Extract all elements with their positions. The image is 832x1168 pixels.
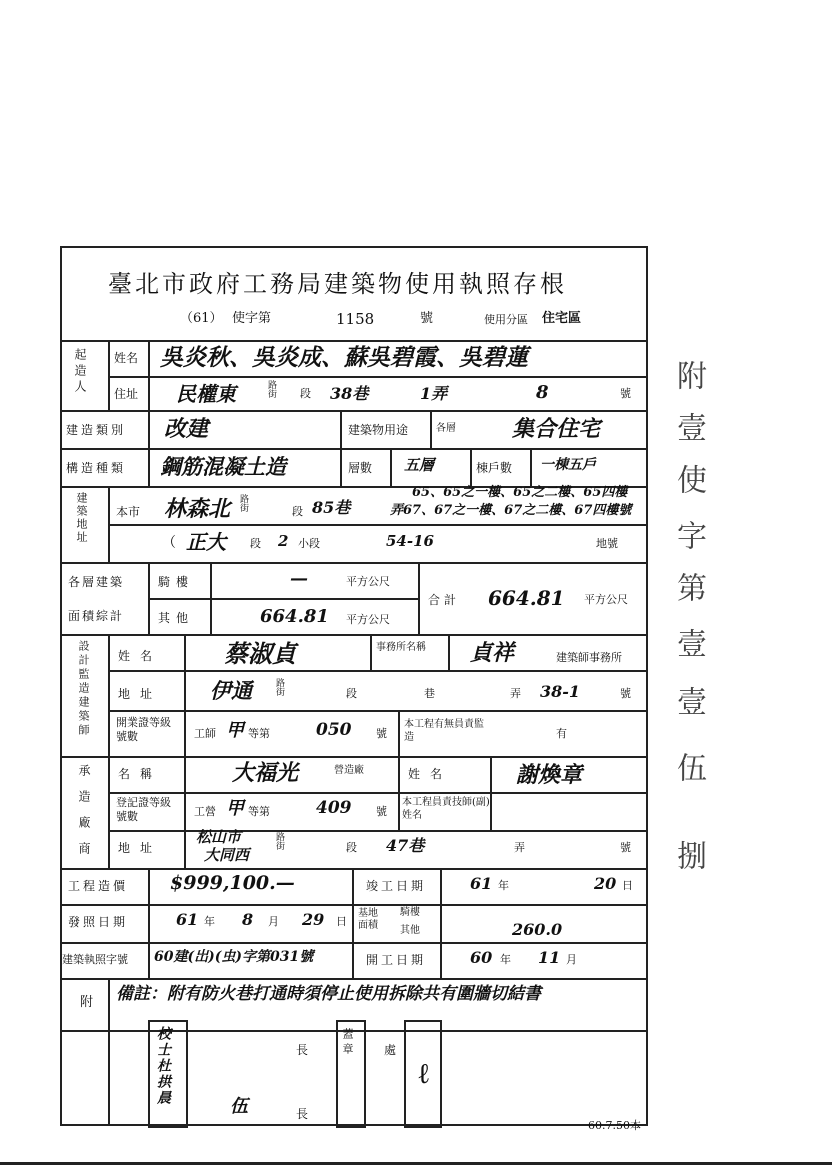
- area-label2: 面積綜計: [68, 609, 125, 623]
- applicant-name-label: 姓名: [114, 351, 139, 365]
- permit-row-value: 60建(岀)(虫)字第031號: [154, 949, 314, 965]
- rule-line: [108, 376, 648, 378]
- designer-name-label: 姓名: [118, 649, 163, 663]
- scan-edge: [0, 1162, 832, 1165]
- start-month-unit: 月: [566, 953, 577, 966]
- permit-prefix: （61）: [180, 311, 223, 326]
- seal-stamp-5-text: 蓋章: [341, 1028, 354, 1058]
- applicant-road-label: 路街: [268, 381, 278, 400]
- seal-label-3: 長: [296, 1043, 309, 1057]
- issue-day-unit: 日: [336, 915, 347, 928]
- designer-section-label: 設計監造建築師: [77, 640, 90, 738]
- floors-value: 五層: [404, 456, 435, 474]
- contractor-person-value: 謝煥章: [516, 762, 583, 788]
- kind-label: 建造類別: [66, 423, 127, 437]
- complete-day-unit: 日: [622, 879, 633, 892]
- rule-line: [108, 830, 648, 832]
- designer-license-grade: 甲: [226, 720, 244, 741]
- kind-value: 改建: [164, 416, 209, 442]
- margin-char: 壹: [671, 686, 706, 716]
- issue-month: 8: [242, 910, 254, 929]
- issue-other-label: 其他: [400, 925, 420, 936]
- area-unit-2: 平方公尺: [346, 613, 390, 626]
- permit-label: 使字第: [232, 311, 272, 326]
- designer-license-no: 050: [316, 720, 352, 740]
- contractor-name-label: 名稱: [118, 767, 163, 781]
- site-section-label: 建築地址: [75, 492, 88, 544]
- applicant-name-value: 吳炎秋、吳炎成、蘇吳碧霞、吳碧蓮: [160, 344, 528, 371]
- use-small: 各層: [436, 423, 456, 434]
- contractor-tech-label: 本工程員責技師(副)姓名: [402, 797, 490, 821]
- margin-char: 第: [671, 572, 706, 602]
- rule-line: [108, 978, 110, 1126]
- designer-office-value: 貞祥: [470, 640, 515, 666]
- issue-year-unit: 年: [204, 915, 215, 928]
- site-no-line2: 弄67、67之一樓、67之二樓、67四樓號: [390, 503, 632, 518]
- complete-year: 61: [470, 874, 493, 893]
- designer-supervise-value: 有: [556, 727, 567, 740]
- rule-line: [370, 634, 372, 670]
- applicant-section-label: 起造人: [73, 348, 87, 396]
- start-year-unit: 年: [500, 953, 511, 966]
- complete-label: 竣工日期: [366, 879, 427, 893]
- contractor-road-label: 路街: [276, 833, 286, 852]
- rule-line: [448, 634, 450, 670]
- designer-road-label: 路街: [276, 679, 286, 698]
- designer-license-label: 開業證等級號數: [116, 716, 171, 743]
- area-other-label: 其他: [158, 611, 195, 625]
- margin-char: 使: [671, 464, 706, 494]
- margin-char: 附: [671, 360, 706, 390]
- contractor-no-label: 號: [620, 841, 631, 854]
- applicant-no-label: 號: [620, 387, 631, 400]
- designer-duan-label: 段: [346, 687, 357, 700]
- permit-suffix: 號: [420, 311, 434, 326]
- rule-line: [108, 524, 648, 526]
- site-road-unit: 路街: [240, 495, 250, 514]
- designer-supervise-label: 本工程有無員責監造: [404, 719, 484, 743]
- designer-license-mid: 等第: [248, 727, 270, 740]
- contractor-address-value2: 大同西: [204, 846, 250, 864]
- rule-line: [108, 634, 110, 868]
- signature-mark: ℓ: [415, 1056, 433, 1091]
- area-label1: 各層建築: [68, 575, 125, 589]
- rule-line: [398, 756, 400, 830]
- rule-line: [60, 634, 648, 636]
- site-lane-value: 85巷: [312, 498, 351, 517]
- designer-no-value: 38-1: [540, 682, 581, 701]
- seal-label-4: 長: [296, 1107, 309, 1121]
- area-total-label: 合計: [428, 593, 461, 607]
- applicant-address-value: 民權東: [176, 382, 236, 406]
- use-label: 建築物用途: [348, 423, 409, 437]
- designer-address-label: 地址: [118, 687, 163, 701]
- issue-label: 發照日期: [68, 915, 129, 929]
- contractor-reg-grade: 甲: [226, 798, 244, 819]
- site-subsection-label: 小段: [298, 537, 320, 550]
- cost-value: $999,100.—: [170, 872, 295, 894]
- buildings-value: 一棟五戶: [540, 457, 596, 473]
- rule-line: [148, 562, 150, 634]
- contractor-duan-label: 段: [346, 841, 357, 854]
- site-no-line1: 65、65之一樓、65之二樓、65四樓: [412, 485, 628, 500]
- issue-day: 29: [302, 910, 325, 929]
- rule-line: [418, 562, 420, 634]
- contractor-section-label: 承造廠商: [77, 764, 91, 868]
- site-lot-value: 54-16: [386, 532, 434, 550]
- area-total-unit: 平方公尺: [584, 593, 628, 606]
- contractor-alley-label: 弄: [514, 841, 525, 854]
- start-year: 60: [470, 948, 493, 967]
- contractor-reg-prefix: 工營: [194, 805, 216, 818]
- use-value: 集合住宅: [512, 416, 601, 442]
- struct-label: 構造種類: [66, 461, 127, 475]
- site-subsection-value: 2: [278, 532, 289, 550]
- applicant-duan-label: 段: [300, 387, 311, 400]
- footer-code: 60.7.50本: [588, 1119, 641, 1132]
- zone-label: 使用分區: [484, 313, 528, 326]
- adjacent-page-margin: [656, 360, 832, 1040]
- rule-line: [390, 448, 392, 486]
- contractor-address-label: 地址: [118, 841, 163, 855]
- contractor-reg-suffix: 號: [376, 805, 387, 818]
- rule-line: [470, 448, 472, 486]
- contractor-person-label: 姓名: [408, 767, 453, 781]
- rule-line: [184, 634, 186, 868]
- seal-stamp-2-text: 伍: [230, 1096, 248, 1117]
- margin-char: 壹: [671, 412, 706, 442]
- rule-line: [148, 340, 150, 410]
- rule-line: [148, 868, 150, 978]
- rule-line: [352, 868, 354, 978]
- rule-line: [210, 562, 212, 634]
- contractor-lane-value: 47巷: [386, 836, 425, 855]
- struct-value: 鋼筋混凝土造: [160, 454, 286, 479]
- margin-char: 壹: [671, 628, 706, 658]
- area-other-value: 664.81: [260, 606, 329, 627]
- seal-label-6: 處: [384, 1043, 397, 1057]
- floors-label: 層數: [348, 461, 373, 475]
- issue-year: 61: [176, 910, 199, 929]
- contractor-reg-mid: 等第: [248, 805, 270, 818]
- rule-line: [60, 978, 648, 980]
- applicant-alley: 1弄: [420, 384, 448, 403]
- rule-line: [108, 670, 648, 672]
- site-duan2-label: 段: [250, 537, 261, 550]
- note-text: 備註：附有防火巷打通時須停止使用拆除共有圍牆切結書: [116, 984, 541, 1004]
- rule-line: [60, 756, 648, 758]
- designer-license-prefix: 工師: [194, 727, 216, 740]
- rule-line: [108, 486, 110, 562]
- applicant-lane: 38巷: [330, 384, 369, 403]
- designer-alley-label: 弄: [510, 687, 521, 700]
- rule-line: [340, 410, 342, 486]
- rule-line: [430, 410, 432, 448]
- designer-license-suffix: 號: [376, 727, 387, 740]
- permit-number: 1158: [336, 310, 375, 328]
- designer-office-suffix: 建築師事務所: [556, 651, 622, 664]
- site-road-value: 林森北: [164, 496, 231, 522]
- rule-line: [108, 710, 648, 712]
- margin-char: 捌: [671, 840, 706, 870]
- rule-line: [398, 710, 400, 756]
- contractor-name-value: 大福光: [232, 760, 299, 786]
- seal-stamp-1-text: 校士杜拱晨: [155, 1026, 171, 1106]
- applicant-address-label: 住址: [114, 387, 139, 401]
- page-title: 臺北市政府工務局建築物使用執照存根: [108, 270, 567, 298]
- complete-day: 20: [594, 874, 617, 893]
- issue-month-unit: 月: [268, 915, 279, 928]
- seal-stamp-1: [148, 1020, 188, 1128]
- note-label: 附: [80, 995, 94, 1010]
- site-lot-label: 地號: [596, 537, 618, 550]
- applicant-no: 8: [536, 382, 549, 403]
- designer-lane-label: 巷: [424, 687, 435, 700]
- area-arcade-label: 騎樓: [158, 575, 195, 589]
- rule-line: [108, 792, 648, 794]
- contractor-reg-label: 登記證等級號數: [116, 796, 171, 823]
- issue-arcade-label: 騎樓: [400, 907, 420, 918]
- contractor-name-suffix: 營造廠: [334, 765, 364, 776]
- designer-name-value: 蔡淑貞: [224, 639, 296, 668]
- area-arcade-value: —: [290, 568, 308, 589]
- complete-year-unit: 年: [498, 879, 509, 892]
- permit-row-label: 建築執照字號: [62, 953, 128, 966]
- designer-address-value: 伊通: [210, 678, 252, 703]
- contractor-reg-no: 409: [316, 798, 352, 818]
- start-label: 開工日期: [366, 953, 427, 967]
- buildings-label: 棟戶數: [476, 461, 513, 475]
- cost-label: 工程造價: [68, 879, 129, 893]
- issue-base-label: 基地面積: [358, 908, 378, 931]
- seal-stamp-5: [336, 1020, 366, 1128]
- area-total-value: 664.81: [488, 586, 565, 610]
- margin-char: 字: [671, 520, 706, 550]
- site-district-value: 正大: [186, 530, 226, 554]
- rule-line: [530, 448, 532, 486]
- rule-line: [148, 598, 418, 600]
- rule-line: [108, 340, 110, 410]
- rule-line: [148, 410, 150, 486]
- contractor-address-value1: 松山市: [196, 828, 242, 846]
- area-unit: 平方公尺: [346, 575, 390, 588]
- designer-no-label: 號: [620, 687, 631, 700]
- site-city-label: 本市: [116, 505, 141, 519]
- margin-char: 伍: [671, 752, 706, 782]
- zone-value: 住宅區: [542, 311, 582, 326]
- rule-line: [440, 868, 442, 978]
- site-duan-label: 段: [292, 505, 303, 518]
- issue-base-value: 260.0: [512, 920, 563, 939]
- designer-office-label: 事務所名稱: [376, 642, 426, 653]
- start-month: 11: [538, 948, 561, 967]
